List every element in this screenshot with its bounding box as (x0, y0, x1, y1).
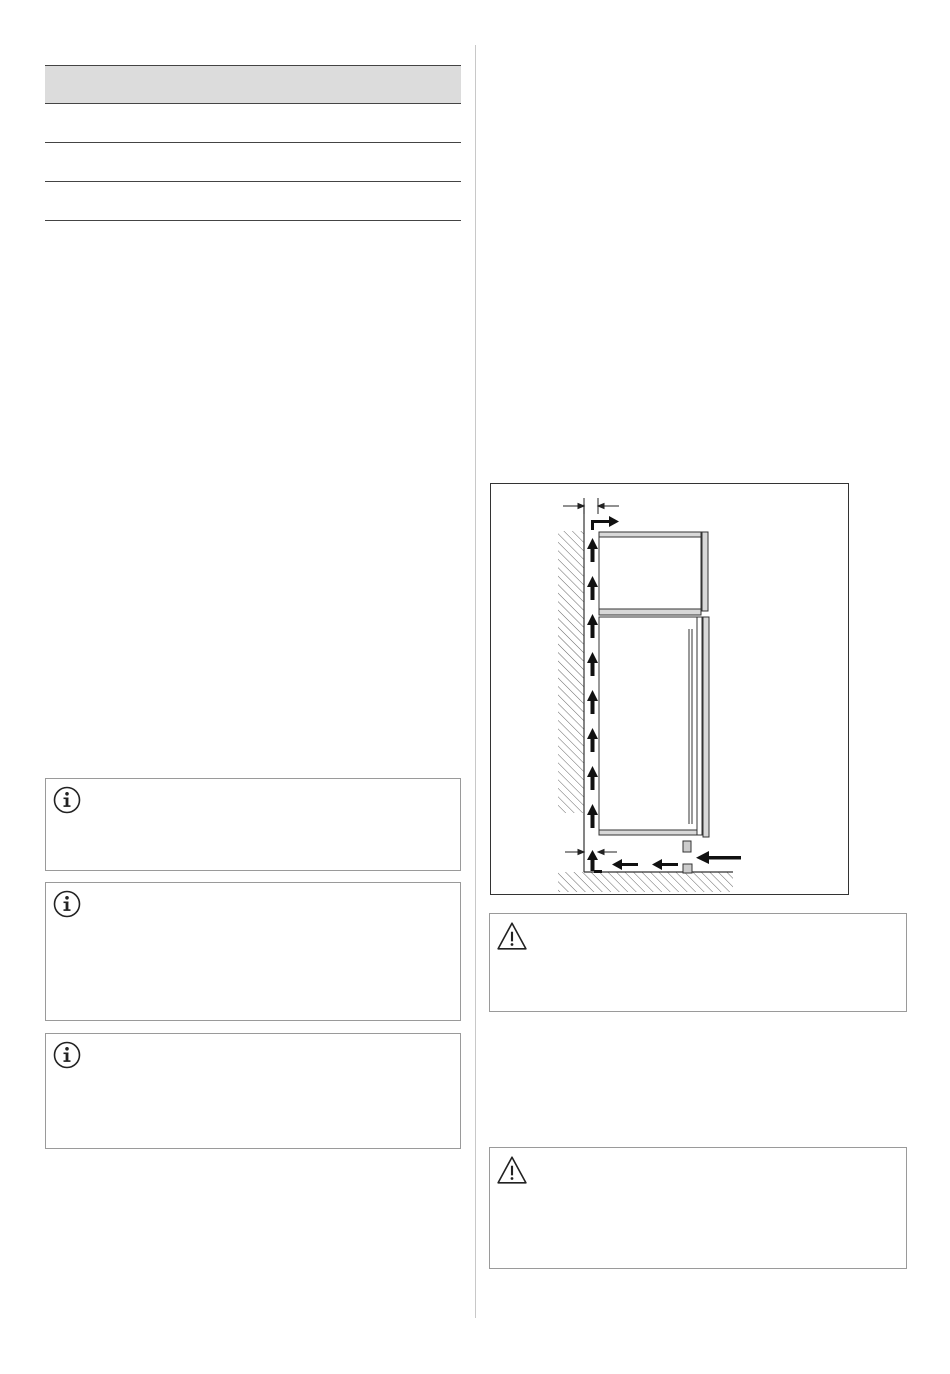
column-divider (475, 45, 476, 1318)
airflow-arrow-icon (587, 516, 741, 873)
warning-note-2 (489, 1147, 907, 1269)
ventilation-diagram-svg (491, 484, 848, 894)
warning-icon (496, 1154, 528, 1186)
specification-table (45, 65, 461, 221)
info-icon (52, 1040, 82, 1070)
info-icon (52, 889, 82, 919)
warning-icon (496, 920, 528, 952)
wall-hatch (558, 504, 584, 872)
info-note-2 (45, 882, 461, 1021)
ventilation-diagram (490, 483, 849, 895)
warning-note-1 (489, 913, 907, 1012)
refrigerator-outline (599, 532, 709, 873)
floor-hatch (558, 872, 733, 892)
table-row (45, 143, 461, 182)
info-note-3 (45, 1033, 461, 1149)
info-icon (52, 785, 82, 815)
info-note-1 (45, 778, 461, 871)
top-clearance-marker (563, 498, 619, 514)
table-header (45, 65, 461, 104)
table-row (45, 182, 461, 221)
table-row (45, 104, 461, 143)
